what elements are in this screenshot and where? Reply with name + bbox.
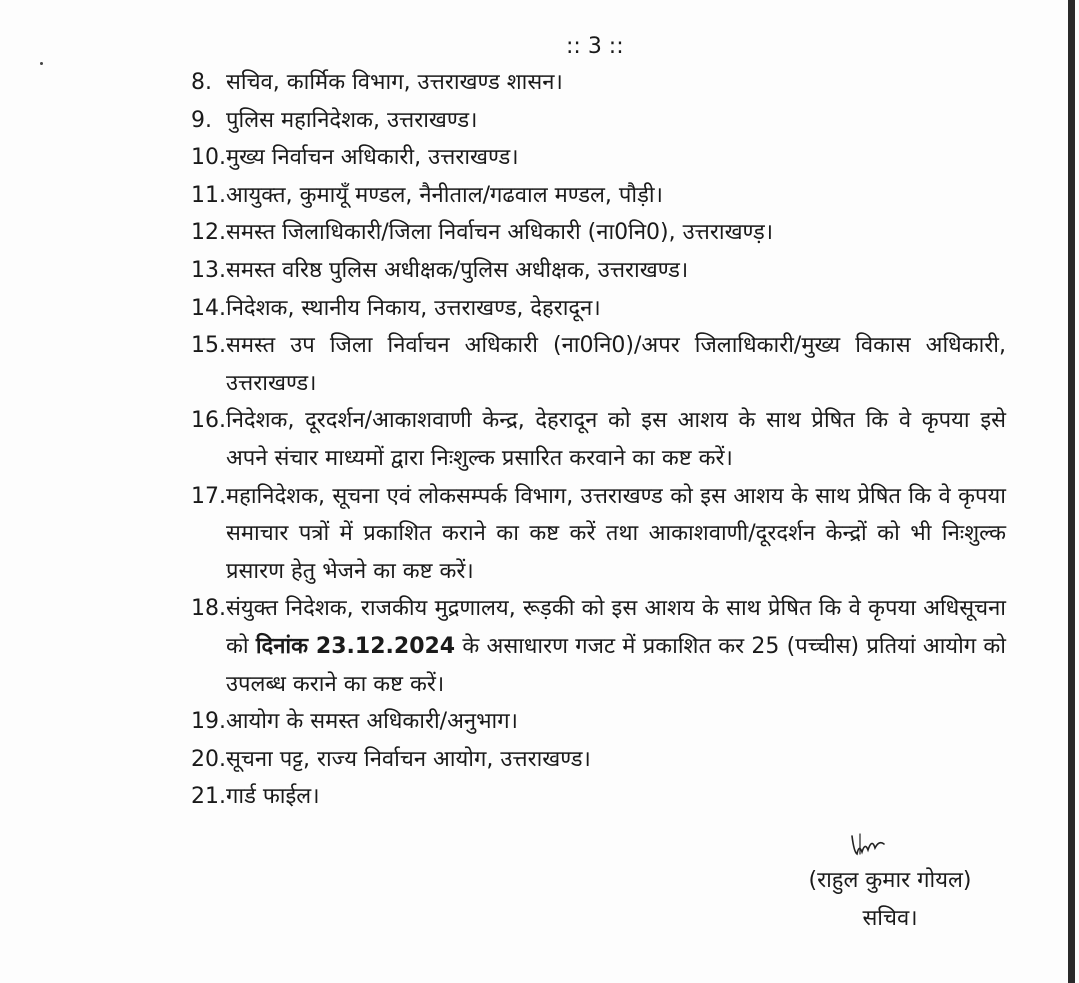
list-item [191,778,1006,816]
item-number: 15. [191,333,226,359]
item-text: निदेशक, दूरदर्शन/आकाशवाणी केन्द्र, देहरादून को इस आशय के साथ प्रेषित कि वे कृपया इसे अपने संचार माध्यमों द्वारा निःशुल्क प्रसारित करवाने का कष्ट करें। [226,408,1006,471]
scan-speck [40,62,43,65]
list-item [191,402,1006,477]
item-text: पुलिस महानिदेशक, उत्तराखण्ड। [226,107,478,133]
list-item [191,478,1006,591]
signatory-name: (राहुल कुमार गोयल) [808,868,972,893]
item-text: मुख्य निर्वाचन अधिकारी, उत्तराखण्ड। [226,145,519,171]
item-text: समस्त जिलाधिकारी/जिला निर्वाचन अधिकारी (ना0नि0), उत्तराखण्ड़। [226,220,774,246]
list-item [191,327,1006,402]
item-number: 14. [191,295,226,321]
list-item [191,703,1006,741]
item-number: 16. [191,408,226,434]
item-text: निदेशक, स्थानीय निकाय, उत्तराखण्ड, देहरादून। [226,295,601,321]
list-item [191,590,1006,703]
item-number: 9. [191,107,212,133]
list-item [191,252,1006,290]
item-number: 19. [191,709,226,735]
item-number: 11. [191,182,226,208]
scan-edge-shadow [1068,0,1075,983]
signatory-designation: सचिव। [862,906,918,931]
item-text: गार्ड फाईल। [226,784,320,810]
item-text: समस्त उप जिला निर्वाचन अधिकारी (ना0नि0)/अपर जिलाधिकारी/मुख्य विकास अधिकारी, उत्तराखण्ड। [226,333,1006,396]
item-text-before: संयुक्त निदेशक, राजकीय मुद्रणालय, रूड़की को इस आशय के साथ प्रेषित कि वे कृपया अधिसूचना को [226,596,1006,659]
list-item [191,139,1006,177]
list-item [191,741,1006,779]
item-number: 21. [191,784,226,810]
item-number: 10. [191,145,226,171]
item-number: 17. [191,483,226,509]
item-text: आयुक्त, कुमायूँ मण्डल, नैनीताल/गढवाल मण्डल, पौड़ी। [226,182,663,208]
item-text: सचिव, कार्मिक विभाग, उत्तराखण्ड शासन। [226,70,563,95]
handwritten-signature [848,830,890,864]
page-number: :: 3 :: [566,34,624,59]
distribution-list [191,64,1006,816]
gazette-date: दिनांक 23.12.2024 [255,633,456,659]
list-item [191,102,1006,140]
item-text: आयोग के समस्त अधिकारी/अनुभाग। [226,709,518,735]
list-item [191,64,1006,102]
item-text: समस्त वरिष्ठ पुलिस अधीक्षक/पुलिस अधीक्षक, उत्तराखण्ड। [226,257,689,283]
item-text: सूचना पट्ट, राज्य निर्वाचन आयोग, उत्तराखण्ड। [226,746,591,772]
item-text: महानिदेशक, सूचना एवं लोकसम्पर्क विभाग, उत्तराखण्ड को इस आशय के साथ प्रेषित कि वे कृपया समाचार पत्रों में प्रकाशित कराने का कष्ट करें तथा आकाशवाणी/दूरदर्शन केन्द्रों को भी निःशुल्क प्रसारण हेतु भेजने का कष्ट करें। [226,483,1006,584]
item-number: 12. [191,220,226,246]
signature-block [770,862,1010,938]
item-number: 18. [191,596,226,622]
item-number: 20. [191,746,226,772]
list-item [191,290,1006,328]
item-text [226,590,1006,703]
item-number: 8. [191,70,212,95]
item-number: 13. [191,257,226,283]
item-text-after: के असाधारण गजट में प्रकाशित कर 25 (पच्चीस) प्रतियां आयोग को उपलब्ध कराने का कष्ट करें। [226,633,1006,697]
list-item [191,214,1006,252]
list-item [191,177,1006,215]
